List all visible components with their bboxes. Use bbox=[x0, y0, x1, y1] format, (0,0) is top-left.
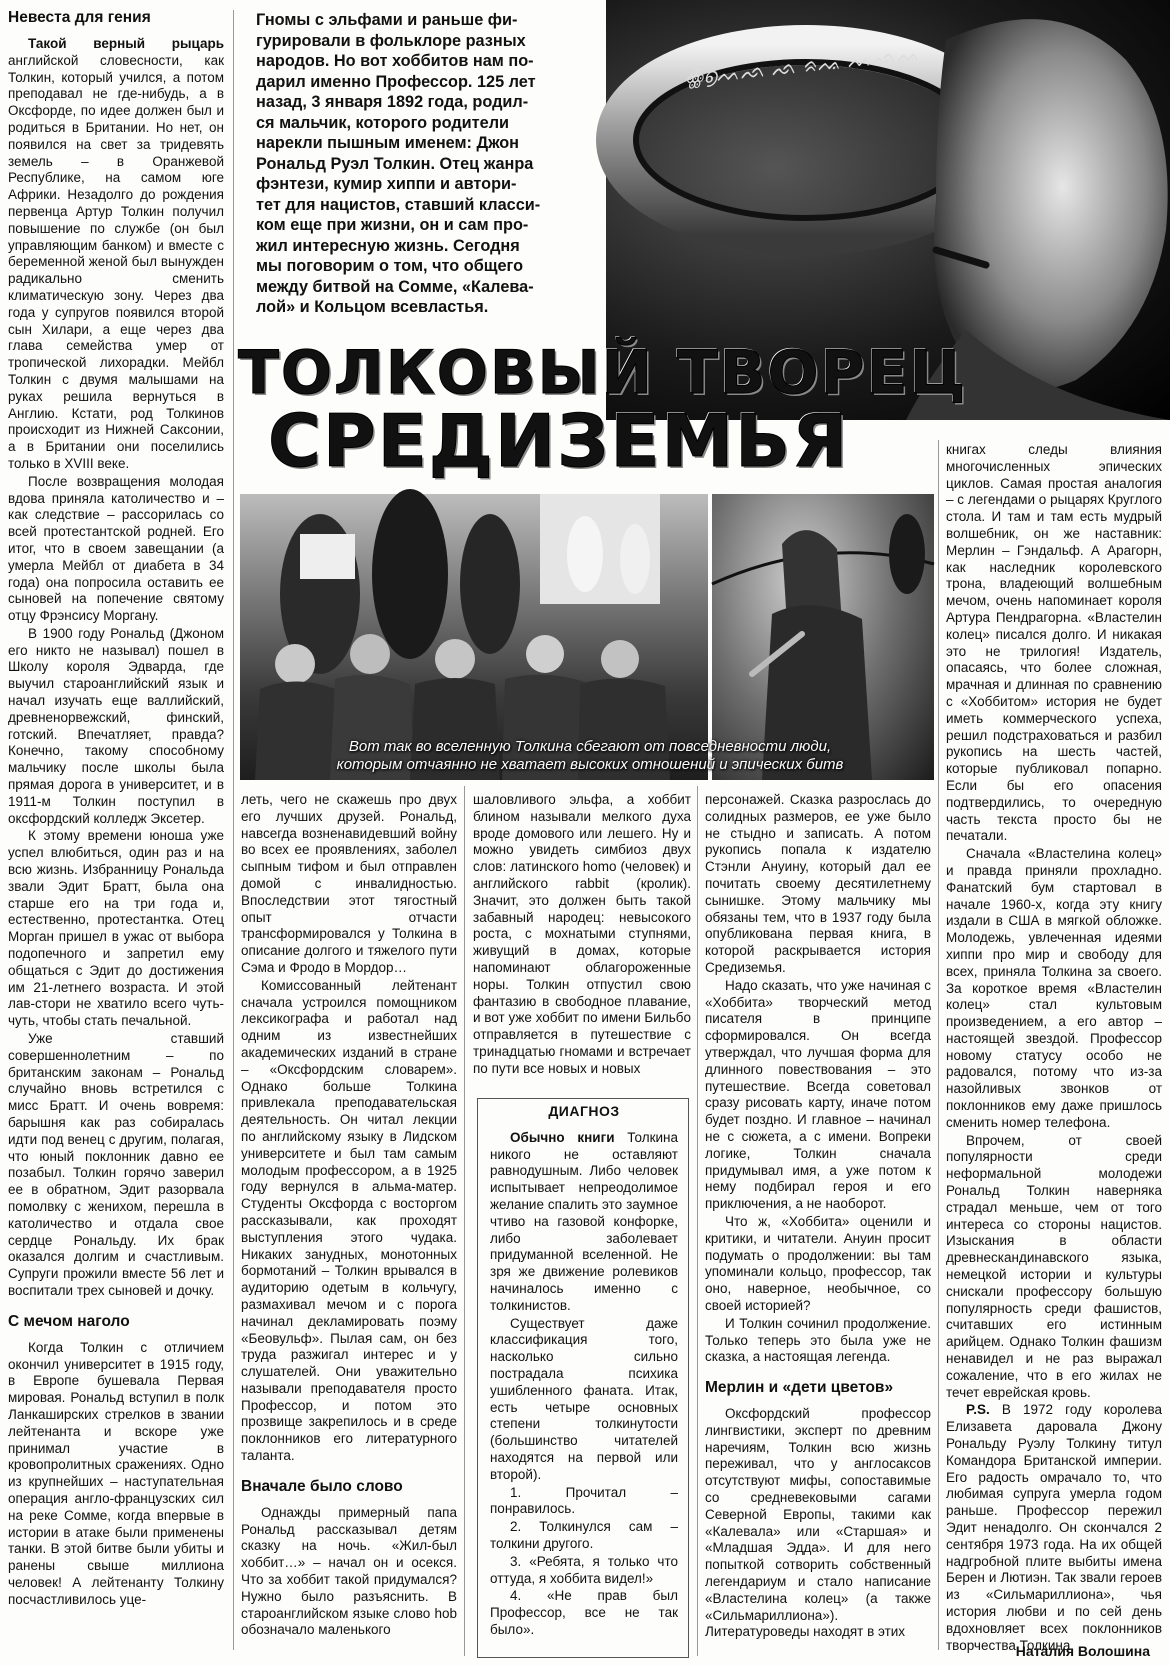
headline-line-1: ТОЛКОВЫЙ ТВОРЕЦ bbox=[238, 338, 968, 408]
paragraph: P.S. В 1972 году королева Елизавета даровала Джону Рональду Руэлу Толкину титул Командора Британской империи. Его радость омрачало то, что любимая супруга умерла годом раньше. Профессор пережил Эдит ненадолго. Он скончался 2 сентября 1973 года. На их общей надгробной плите выбиты имена Берен и Лютиэн. Так звали героев из «Сильмариллиона», чья история любви и по сей день вдохновляет всех поклонников творчества Толкина. bbox=[946, 1402, 1162, 1653]
headline-line-2: СРЕДИЗЕМЬЯ bbox=[268, 399, 850, 483]
paragraph: персонажей. Сказка разрослась до солидных размеров, ее уже было не стыдно и записать. А потом рукопись попала к издателю Стэнли Ануину, который дал ее почитать своему десятилетнему сынишке. Этому мальчику мы обязаны тем, что в 1937 году была опубликована первая книга, в которой раскрывается история Средиземья. bbox=[705, 792, 931, 975]
section-heading: Вначале было слово bbox=[241, 1477, 403, 1495]
paragraph: Обычно книги Толкина никого не оставляют равнодушным. Либо человек испытывает непреодолимое желание спалить это заумное чтиво на газовой конфорке, либо заболевает придуманной вселенной. Не зря же движение ролевиков начиналось именно с толкинистов. bbox=[490, 1129, 678, 1313]
paragraph: В 1900 году Рональд (Джоном его никто не называл) пошел в Школу короля Эдварда, где выучил староанглийский язык и начал изучать еще валлийский, древненорвежский, финский, готский. Впечатляет, правда? Конечно, такому способному мальчику после школы была прямая дорога в университет, и в 1911-м Толкин поступил в оксфордский колледж Эксетер. bbox=[8, 625, 224, 826]
paragraph: Когда Толкин с отличием окончил университет в 1915 году, в Европе бушевала Первая мировая. Рональд вступил в полк Ланкаширских стрелков в звании лейтенанта и вскоре уже принимал участие в кровопролитных сражениях. Одно из крупнейших – наступательная операция англо-французских сил на реке Сомме, когда впервые в истории в атаке были применены танки. В этой битве были убиты и ранены свыше миллиона человек! А лейтенанту Толкину посчастливилось уце- bbox=[8, 1339, 224, 1607]
section-heading: Невеста для гения bbox=[8, 9, 151, 26]
column-divider bbox=[697, 786, 698, 1656]
paragraph: Надо сказать, что уже начиная с «Хоббита» творческий метод писателя в принципе сформировался. Он всегда утверждал, что лучшая форма для длинного повествования – это путешествие. Всегда советовал сразу рисовать карту, иначе потом будет поздно. И главное – начинал не с сюжета, а с имени. Вопреки логике, Толкин сначала придумывал имя, а уже потом к нему подбирал героя и его приключения, а не наоборот. bbox=[705, 977, 931, 1212]
paragraph: После возвращения молодая вдова приняла католичество и – как следствие – рассорилась со всей протестантской родней. Его итог, что в своем завещании (а умерла Мейбл от диабета в 34 года) она попросила оставить ее сыновей на попечение святому отцу Фрэнсису Моргану. bbox=[8, 473, 224, 624]
section-heading: Мерлин и «дети цветов» bbox=[705, 1379, 894, 1397]
column-divider bbox=[938, 440, 939, 1650]
paragraph: Такой верный рыцарь английской словесности, как Толкин, который учился, а потом преподавал не где-нибудь, а в Оксфорде, по идее должен был и родиться в Британии. Но нет, он появился на свет за тридевять земель – в Оранжевой Республике, на самом юге Африки. Незадолго до рождения первенца Артур Толкин получил повышение по службе (он был управляющим банком) и вместе с беременной женой был вынужден радикально сменить климатическую зону. Через два года у супругов появился второй сын Хилари, а еще через два глава семейства умер от тропической лихорадки. Мейбл Толкин с двумя малышами на руках решила вернуться в Англию. Кстати, род Толкинов происходит из Нижней Саксонии, а в Британии они поселились только в XVIII веке. bbox=[8, 36, 224, 471]
list-item: 3. «Ребята, я только что оттуда, я хоббита видел!» bbox=[490, 1553, 678, 1586]
paragraph: И Толкин сочинил продолжение. Только теперь это была уже не сказка, а настоящая легенда. bbox=[705, 1315, 931, 1365]
paragraph: леть, чего не скажешь про двух его лучших друзей. Рональд, навсегда возненавидевший войну во всех ее проявлениях, заболел сыпным тифом и был отправлен домой с инвалидностью. Впоследствии этот тягостный опыт отчасти трансформировался у Толкина в описание долгого и тяжелого пути Сэма и Фродо в Мордор… bbox=[241, 792, 457, 975]
paragraph: Существует даже классификация того, насколько сильно пострадала психика ушибленного фаната. Итак, есть четыре основных степени толкинутости (большинство читателей находятся на первой или второй). bbox=[490, 1315, 678, 1482]
column-divider bbox=[464, 786, 465, 1656]
paragraph: Уже ставший совершеннолетним – по британским законам – Рональд случайно вновь встретился с мисс Братт. И очень вовремя: барышня как раз собиралась идти под венец с другим, полагая, что юный поклонник давно ее позабыл. Толкин горячо заверил ее в обратном, Эдит разорвала помолвку с женихом, перешла в католичество и отдала свое сердце Рональду. Их брак оказался долгим и счастливым. Супруги прожили вместе 56 лет и воспитали трех сыновей и дочку. bbox=[8, 1031, 224, 1298]
paragraph: шаловливого эльфа, а хоббит блином называли мелкого духа вроде домового или лешего. Ну и можно увидеть симбиоз двух слов: латинского homo (человек) и английского rabbit (кролик). Значит, это должен быть такой забавный народец: невысокого роста, с мохнатыми ступнями, живущий в домах, которые напоминают облагороженные норы. Толкин отпустил свою фантазию в свободное плавание, и вот уже хоббит по имени Бильбо отправляется в путешествие с тринадцатью гномами и встречает по пути все новых и новых bbox=[473, 792, 691, 1076]
paragraph: книгах следы влияния многочисленных эпических циклов. Самая простая аналогия – с легендами о рыцарях Круглого стола. И там и там есть мудрый волшебник, он же наставник: Мерлин – Гэндальф. А Арагорн, как наследник королевского трона, владеющий волшебным мечом, очень напоминает короля Артура Пендрагорна. «Властелин колец» писался долго. И никакая это не трилогия! Издатель, опасаясь, что более сложная, мрачная и длинная по сравнению с «Хоббитом» история не будет иметь коммерческого успеха, решил подстраховаться и разбил рукопись на шесть частей, которые публиковал попарно. Если бы его опасения подтвердились, то очередную часть текста просто бы не печатали. bbox=[946, 442, 1162, 844]
paragraph: К этому времени юноша уже успел влюбиться, один раз и на всю жизнь. Избранницу Рональда звали Эдит Братт, была она старше его на три года и, естественно, протестантка. Отец Морган пришел в ужас от выбора подопечного и запретил ему общаться с Эдит до достижения им 21-летнего возраста. И этой лав-стори не хватило всего чуть-чуть, чтобы стать печальной. bbox=[8, 828, 224, 1029]
ring-inscription: ꙮ൭ᨓᨒ ᨒ ᨑᨕ ᨓᨒᨐ bbox=[684, 41, 921, 90]
author-name: Наталия Волошина bbox=[1015, 1643, 1150, 1659]
paragraph: Однажды примерный папа Рональд рассказывал детям сказку на ночь. «Жил-был хоббит…» – начал он и осекся. Что за хоббит такой придумался? Нужно было разъяснить. В староанглийском языке слово hob обозначало маленького bbox=[241, 1504, 457, 1638]
column-2 bbox=[241, 792, 457, 1660]
lead-paragraph: Гномы с эльфами и раньше фи- гурировали в фольклоре разных народов. Но вот хоббитов нам по- дарил именно Профессор. 125 лет назад, 3 января 1892 года, родил- ся мальчик, которого родители нарекли пышным именем: Джон Рональд Руэл Толкин. Отец жанра фэнтези, кумир хиппи и автори- тет для нацистов, ставший класси- ком еще при жизни, он и сам про- жил интересную жизнь. Сегодня мы поговорим о том, что общего между битвой на Сомме, «Калева- лой» и Кольцом всевластья. bbox=[256, 11, 541, 316]
column-3 bbox=[473, 792, 691, 1092]
list-item: 2. Толкинулся сам – толкини другого. bbox=[490, 1519, 678, 1551]
list-item: 1. Прочитал – понравилось. bbox=[490, 1484, 678, 1517]
paragraph: Сначала «Властелина колец» и правда приняли прохладно. Фанатский бум стартовал в начале 1960-х, когда эту книгу издали в США в мягкой обложке. Молодежь, увлеченная идеями хиппи про мир и свободу для всех, приняла Толкина за своего. За короткое время «Властелин колец» стал культовым произведением, а его автор – настоящей звездой. Профессор новому статусу особо не радовался, потому что из-за назойливых звонков от поклонников ему даже пришлось сменить номер телефона. bbox=[946, 846, 1162, 1130]
paragraph: Что ж, «Хоббита» оценили и критики, и читатели. Ануин просит подумать о продолжении: вы там упоминали кольцо, профессор, так оно, наверное, необычное, со своей историей? bbox=[705, 1213, 931, 1313]
paragraph: Оксфордский профессор лингвистики, эксперт по древним наречиям, Толкин всю жизнь переживал, что у англосаксов отсутствуют мифы, сопоставимые со средневековыми сагами Северной Европы, такими как «Калевала» или «Старшая» и «Младшая Эдда». И для него попыткой сотворить собственный легендариум и стало написание «Властелина колец» (а также «Сильмариллиона»). Литературоведы находят в этих bbox=[705, 1406, 931, 1640]
diagnosis-title: ДИАГНОЗ bbox=[548, 1103, 620, 1119]
paragraph: Комиссованный лейтенант сначала устроился помощником лексикографа и работал над одним из известнейших академических изданий в стране – «Оксфордским словарем». Однако больше Толкина привлекала преподавательская деятельность. Он читал лекции по английскому языку в Лидском университете и был там самым молодым профессором, а в 1925 году вернулся в альма-матер. Студенты Оксфорда с восторгом рассказывали, как проходят выступления этого чудака. Никаких занудных, монотонных бормотаний – Толкин врывался в аудиторию одетым в кольчугу, размахивал мечом и с порога начинал декламировать поэму «Беовульф». Пылая сам, он без труда разжигал интерес и у слушателей. Они уважительно называли преподавателя просто Профессор, и потом это прозвище закрепилось и в среде поклонников его литературного таланта. bbox=[241, 977, 457, 1464]
diagnosis-box bbox=[477, 1098, 689, 1658]
column-divider bbox=[233, 10, 234, 1650]
paragraph: Впрочем, от своей популярности среди неформальной молодежи Рональд Толкин наверняка страдал меньше, чем от того интереса со стороны нацистов. Изыскания в области древнескандинавского языка, немецкой истории и культуры снискали профессору большую популярность среди фашистов, считавших его истинным арийцем. Однако Толкин фашизм ненавидел и не раз выражал сожаление, что в его жилах не течет еврейская кровь. bbox=[946, 1132, 1162, 1400]
list-item: 4. «Не прав был Профессор, все не так было». bbox=[490, 1588, 678, 1637]
photo-caption: Вот так во вселенную Толкина сбегают от повседневности люди, которым отчаянно не хватает высоких отношений и эпических битв bbox=[336, 738, 844, 773]
section-heading: С мечом наголо bbox=[8, 1312, 130, 1330]
column-1 bbox=[8, 8, 224, 1660]
column-4 bbox=[705, 792, 931, 1660]
